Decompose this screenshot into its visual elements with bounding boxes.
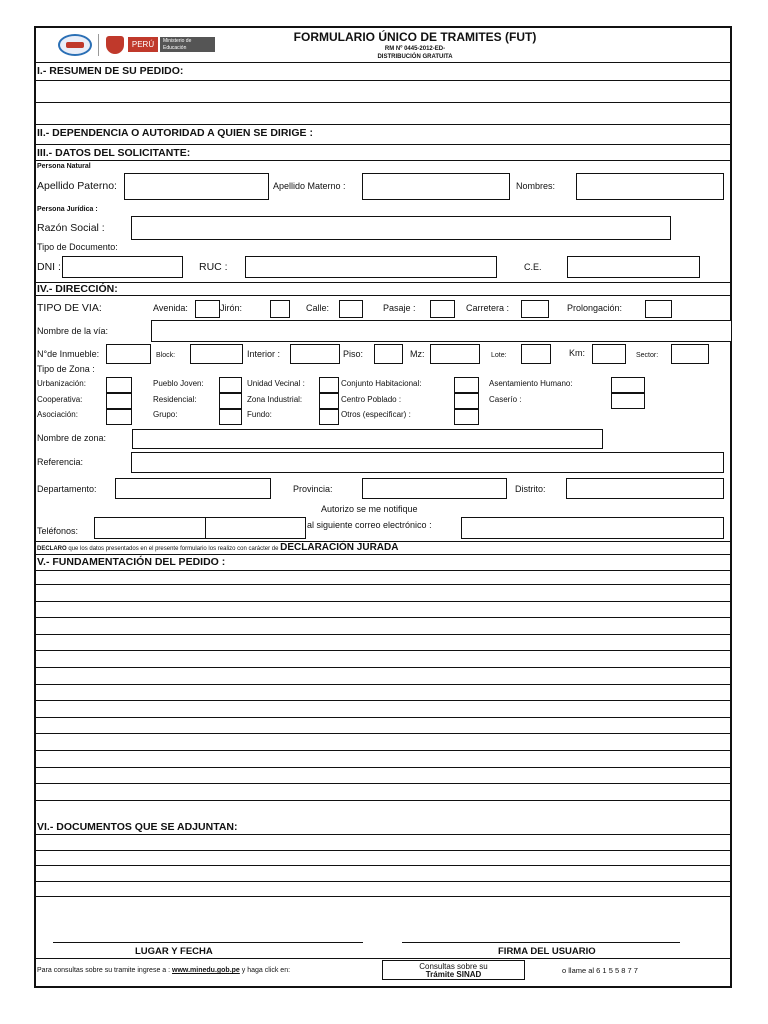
consultas-text xyxy=(37,967,290,974)
grupo-label: Grupo: xyxy=(153,410,178,419)
razon-social-field[interactable] xyxy=(131,216,671,240)
inmueble-field[interactable] xyxy=(106,344,151,364)
rule xyxy=(34,62,732,63)
peru-shield-icon xyxy=(106,36,124,54)
nombres-field[interactable] xyxy=(576,173,724,200)
firma-line xyxy=(402,942,680,943)
documentos-rule xyxy=(34,834,732,835)
centro-poblado-checkbox[interactable] xyxy=(454,393,479,409)
razon-social-label: Razón Social : xyxy=(37,222,105,234)
nombre-via-field[interactable] xyxy=(151,320,732,342)
nombres-label: Nombres: xyxy=(516,181,556,191)
rule xyxy=(34,958,732,959)
apellido-paterno-field[interactable] xyxy=(124,173,269,200)
unidad-vecinal-checkbox[interactable] xyxy=(319,377,339,393)
centro-poblado-label: Centro Poblado : xyxy=(341,395,402,404)
apellido-paterno-label: Apellido Paterno: xyxy=(37,180,117,192)
pueblo-joven-label: Pueblo Joven: xyxy=(153,379,204,388)
referencia-field[interactable] xyxy=(131,452,724,473)
tipo-documento-label: Tipo de Documento: xyxy=(37,242,118,252)
rule xyxy=(34,295,732,296)
calle-label: Calle: xyxy=(306,303,330,313)
sinad-button[interactable] xyxy=(382,960,525,980)
fundamentacion-rule xyxy=(34,634,732,635)
asociacion-label: Asociación: xyxy=(37,410,78,419)
minedu-seal-icon xyxy=(58,34,92,56)
sinad-line-1: Consultas sobre su xyxy=(419,962,488,971)
distrito-field[interactable] xyxy=(566,478,724,499)
urbanizacion-checkbox[interactable] xyxy=(106,377,132,393)
provincia-label: Provincia: xyxy=(293,484,333,494)
tipo-via-label: TIPO DE VIA: xyxy=(37,302,102,314)
sinad-line-2: Trámite SINAD xyxy=(425,970,482,979)
lote-label: Lote: xyxy=(491,352,507,359)
residencial-checkbox[interactable] xyxy=(219,393,242,409)
km-label: Km: xyxy=(569,348,586,358)
sector-label: Sector: xyxy=(636,352,659,359)
cooperativa-checkbox[interactable] xyxy=(106,393,132,409)
declaro-big: DECLARACIÓN JURADA xyxy=(280,542,399,553)
form-subtitle-gratis: DISTRIBUCIÓN GRATUITA xyxy=(377,54,453,60)
consultas-label: Para consultas sobre su tramite ingrese a : xyxy=(37,967,171,974)
jiron-checkbox[interactable] xyxy=(270,300,290,318)
rule xyxy=(34,554,732,555)
peru-logo xyxy=(128,37,158,52)
avenida-checkbox[interactable] xyxy=(195,300,220,318)
urbanizacion-label: Urbanización: xyxy=(37,379,86,388)
rule xyxy=(34,570,732,571)
conjunto-checkbox[interactable] xyxy=(454,377,479,393)
ruc-field[interactable] xyxy=(245,256,497,278)
piso-label: Piso: xyxy=(343,349,364,359)
fundamentacion-rule xyxy=(34,767,732,768)
inmueble-label: N°de Inmueble: xyxy=(37,349,100,359)
block-label: Block: xyxy=(156,352,176,359)
fundamentacion-rule xyxy=(34,667,732,668)
otros-label: Otros (especificar) : xyxy=(341,410,411,419)
jiron-label: Jirón: xyxy=(220,303,243,313)
lugar-fecha-label: LUGAR Y FECHA xyxy=(135,946,213,957)
section-2-title: II.- DEPENDENCIA O AUTORIDAD A QUIEN SE DIRIGE : xyxy=(37,127,313,139)
interior-field[interactable] xyxy=(290,344,340,364)
ministry-logo xyxy=(160,37,215,52)
autorizo-label-1: Autorizo se me notifique xyxy=(321,504,418,514)
header-divider xyxy=(98,34,99,56)
telefonos-label: Teléfonos: xyxy=(37,526,79,536)
carretera-label: Carretera : xyxy=(466,303,510,313)
rule xyxy=(34,160,732,161)
interior-label: Interior : xyxy=(247,349,281,359)
resumen-line-2[interactable] xyxy=(34,103,732,123)
tipo-zona-label: Tipo de Zona : xyxy=(37,364,95,374)
form-title: FORMULARIO ÚNICO DE TRAMITES (FUT) xyxy=(293,30,537,44)
llame-text: o llame al 6 1 5 5 8 7 7 xyxy=(562,966,638,975)
apellido-materno-label: Apellido Materno : xyxy=(273,181,346,191)
persona-natural-label: Persona Natural xyxy=(37,163,91,170)
conjunto-label: Conjunto Habitacional: xyxy=(341,379,422,388)
fundamentacion-rule xyxy=(34,750,732,751)
fundamentacion-rule xyxy=(34,601,732,602)
section-4-title: IV.- DIRECCIÓN: xyxy=(37,283,118,295)
otros-checkbox[interactable] xyxy=(454,409,479,425)
fundamentacion-rule xyxy=(34,650,732,651)
dni-field[interactable] xyxy=(62,256,183,278)
residencial-label: Residencial: xyxy=(153,395,197,404)
mz-label: Mz: xyxy=(410,349,425,359)
telefono-field-1[interactable] xyxy=(94,517,206,539)
lugar-fecha-line xyxy=(53,942,363,943)
pasaje-checkbox[interactable] xyxy=(430,300,455,318)
pasaje-label: Pasaje : xyxy=(383,303,416,313)
rule xyxy=(34,144,732,145)
ce-field[interactable] xyxy=(567,256,700,278)
ministry-logo-text: Ministerio de Educación xyxy=(163,38,192,51)
asentamiento-checkbox[interactable] xyxy=(611,377,645,393)
avenida-label: Avenida: xyxy=(153,303,188,313)
unidad-vecinal-label: Unidad Vecinal : xyxy=(247,379,305,388)
section-1-title: I.- RESUMEN DE SU PEDIDO: xyxy=(37,65,184,77)
grupo-checkbox[interactable] xyxy=(219,409,242,425)
sector-field[interactable] xyxy=(671,344,709,364)
minedu-link[interactable]: www.minedu.gob.pe xyxy=(172,967,240,974)
rule xyxy=(34,124,732,125)
resumen-line-1[interactable] xyxy=(34,81,732,101)
apellido-materno-field[interactable] xyxy=(362,173,510,200)
piso-field[interactable] xyxy=(374,344,403,364)
departamento-field[interactable] xyxy=(115,478,271,499)
fundamentacion-rule xyxy=(34,584,732,585)
telefono-field-2[interactable] xyxy=(205,517,306,539)
form-subtitle-rm: RM Nº 0445-2012-ED- xyxy=(384,46,446,52)
asentamiento-label: Asentamiento Humano: xyxy=(489,379,573,388)
caserio-label: Caserío : xyxy=(489,395,522,404)
carretera-checkbox[interactable] xyxy=(521,300,549,318)
lote-field[interactable] xyxy=(521,344,551,364)
dni-label: DNI : xyxy=(37,261,61,273)
mz-field[interactable] xyxy=(430,344,480,364)
click-label: y haga click en: xyxy=(241,967,291,974)
prolongacion-label: Prolongación: xyxy=(567,303,623,313)
section-6-title: VI.- DOCUMENTOS QUE SE ADJUNTAN: xyxy=(37,821,238,833)
fundo-checkbox[interactable] xyxy=(319,409,339,425)
cooperativa-label: Cooperativa: xyxy=(37,395,83,404)
fundamentacion-rule xyxy=(34,733,732,734)
documentos-rule xyxy=(34,850,732,851)
referencia-label: Referencia: xyxy=(37,457,84,467)
firma-label: FIRMA DEL USUARIO xyxy=(498,946,596,957)
zona-industrial-label: Zona Industrial: xyxy=(247,395,303,404)
documentos-rule xyxy=(34,865,732,866)
rule xyxy=(34,282,732,283)
fundo-label: Fundo: xyxy=(247,410,272,419)
nombre-via-label: Nombre de la vía: xyxy=(37,326,109,336)
asociacion-checkbox[interactable] xyxy=(106,409,132,425)
departamento-label: Departamento: xyxy=(37,484,97,494)
correo-field[interactable] xyxy=(461,517,724,539)
provincia-field[interactable] xyxy=(362,478,507,499)
fundamentacion-rule xyxy=(34,684,732,685)
fundamentacion-rule xyxy=(34,783,732,784)
section-5-title: V.- FUNDAMENTACIÓN DEL PEDIDO : xyxy=(37,556,226,568)
documentos-rule xyxy=(34,881,732,882)
autorizo-label-2: al siguiente correo electrónico : xyxy=(307,520,432,530)
fundamentacion-rule xyxy=(34,800,732,801)
section-3-title: III.- DATOS DEL SOLICITANTE: xyxy=(37,147,191,159)
nombre-zona-label: Nombre de zona: xyxy=(37,433,107,443)
caserio-checkbox[interactable] xyxy=(611,393,645,409)
fundamentacion-rule xyxy=(34,617,732,618)
fundamentacion-rule xyxy=(34,700,732,701)
declaro-mid: que los datos presentados en el presente formulario los realizo con carácter de xyxy=(68,546,279,552)
documentos-rule xyxy=(34,896,732,897)
ce-label: C.E. xyxy=(524,262,542,272)
declaro-pre: DECLARO xyxy=(37,546,67,552)
declaro-text xyxy=(37,543,398,553)
pueblo-joven-checkbox[interactable] xyxy=(219,377,242,393)
persona-juridica-label: Persona Jurídica : xyxy=(37,206,98,213)
distrito-label: Distrito: xyxy=(515,484,546,494)
calle-checkbox[interactable] xyxy=(339,300,363,318)
km-field[interactable] xyxy=(592,344,626,364)
zona-industrial-checkbox[interactable] xyxy=(319,393,339,409)
ruc-label: RUC : xyxy=(199,261,228,273)
nombre-zona-field[interactable] xyxy=(132,429,603,449)
peru-logo-text: PERÚ xyxy=(131,40,155,49)
prolongacion-checkbox[interactable] xyxy=(645,300,672,318)
fundamentacion-rule xyxy=(34,717,732,718)
block-field[interactable] xyxy=(190,344,243,364)
